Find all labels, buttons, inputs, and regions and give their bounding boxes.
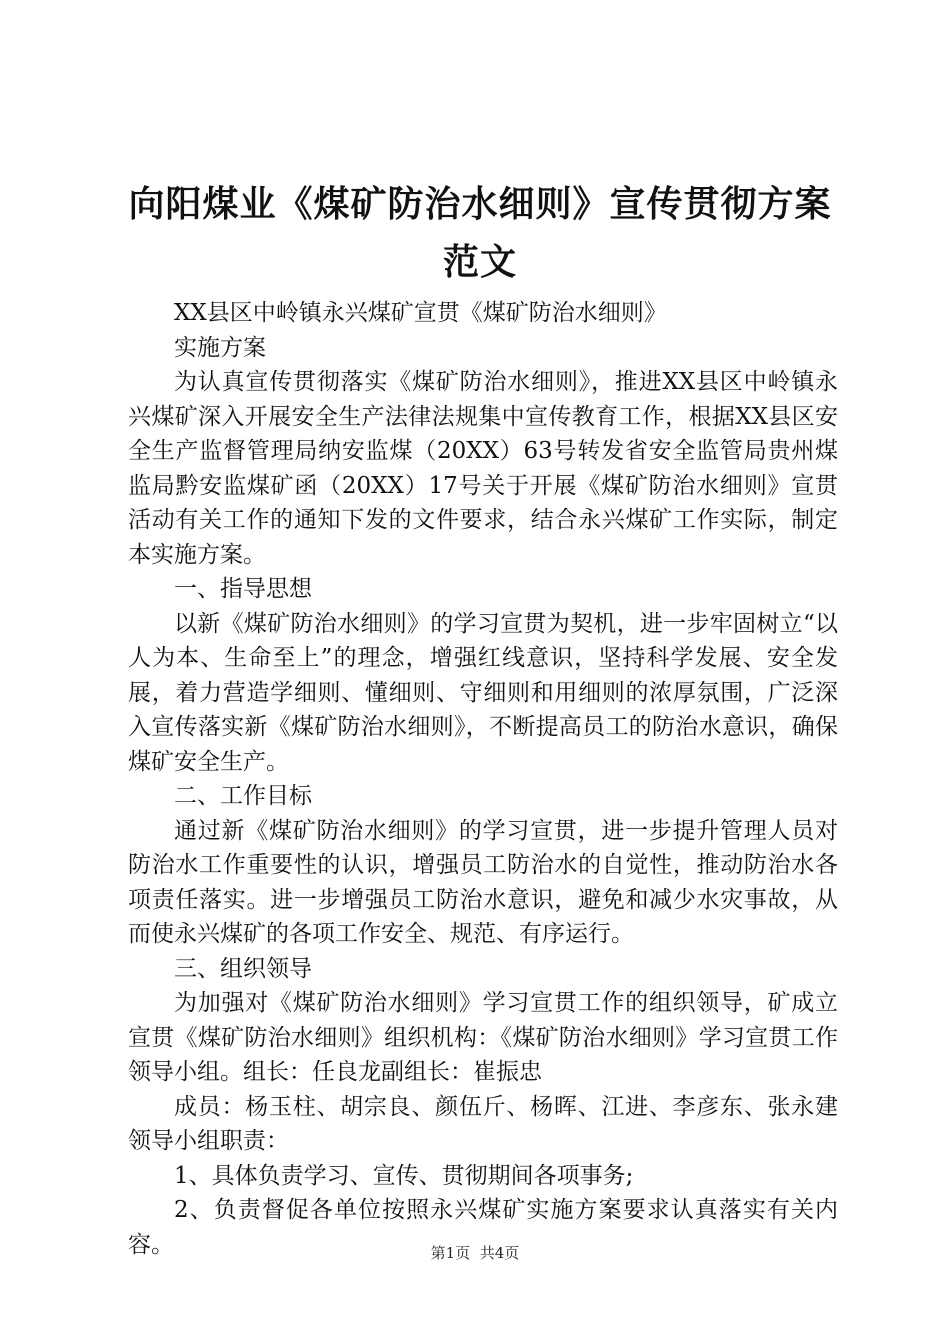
paragraph-organization: 为加强对《煤矿防治水细则》学习宣贯工作的组织领导，矿成立宣贯《煤矿防治水细则》组织机构：《煤矿防治水细则》学习宣贯工作领导小组。组长：任良龙副组长：崔振忠 (128, 990, 838, 1085)
document-body (128, 296, 838, 1262)
section-heading-work-goal: 二、工作目标 (174, 783, 312, 809)
list-item-duty-2: 2、负责督促各单位按照永兴煤矿实施方案要求认真落实有关内容。 (128, 1197, 838, 1258)
list-item-duty-1: 1、具体负责学习、宣传、贯彻期间各项事务; (174, 1162, 634, 1189)
document-title: 向阳煤业《煤矿防治水细则》宣传贯彻方案范文 (128, 184, 832, 283)
page-number: 第1页 (430, 1244, 471, 1262)
paragraph-intro: 为认真宣传贯彻落实《煤矿防治水细则》，推进XX县区中岭镇永兴煤矿深入开展安全生产法律法规集中宣传教育工作，根据XX县区安全生产监督管理局纳安监煤（20XX）63号转发省安全监管局贵州煤监局黔安监煤矿函（20XX）17号关于开展《煤矿防治水细则》宣贯活动有关工作的通知下发的文件要求，结合永兴煤矿工作实际，制定本实施方案。 (128, 369, 838, 568)
page-total: 共4页 (479, 1244, 520, 1262)
paragraph-guiding-thought: 以新《煤矿防治水细则》的学习宣贯为契机，进一步牢固树立“以人为本、生命至上”的理念，增强红线意识，坚持科学发展、安全发展，着力营造学细则、懂细则、守细则和用细则的浓厚氛围，广泛深入宣传落实新《煤矿防治水细则》，不断提高员工的防治水意识，确保煤矿安全生产。 (128, 610, 838, 775)
paragraph-work-goal: 通过新《煤矿防治水细则》的学习宣贯，进一步提升管理人员对防治水工作重要性的认识，增强员工防治水的自觉性，推动防治水各项责任落实。进一步增强员工防治水意识，避免和减少水灾事故，从而使永兴煤矿的各项工作安全、规范、有序运行。 (128, 817, 838, 947)
page-footer (0, 1243, 950, 1263)
paragraph-subtitle-line2: 实施方案 (174, 334, 266, 361)
section-heading-organization: 三、组织领导 (174, 955, 312, 982)
paragraph-members: 成员：杨玉柱、胡宗良、颜伍斤、杨晖、江进、李彦东、张永建领导小组职责： (128, 1093, 838, 1154)
section-heading-guiding-thought: 一、指导思想 (174, 576, 312, 602)
paragraph-subtitle-line1: XX县区中岭镇永兴煤矿宣贯《煤矿防治水细则》 (174, 300, 667, 326)
